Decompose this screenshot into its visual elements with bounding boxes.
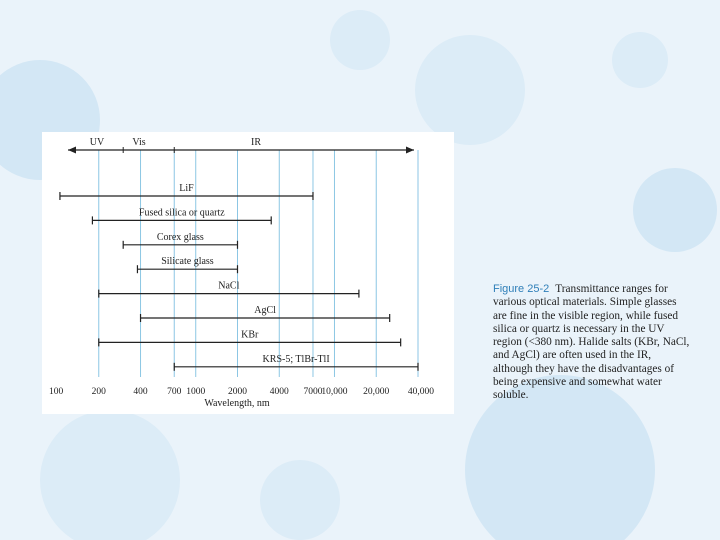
material-label: LiF <box>179 183 194 194</box>
x-tick-label: 400 <box>133 387 148 397</box>
figure-label: Figure 25-2 <box>493 283 550 295</box>
x-tick-label: 1000 <box>186 387 206 397</box>
material-label: Silicate glass <box>161 256 214 268</box>
x-tick-label: 20,000 <box>363 387 390 397</box>
x-axis-title: Wavelength, nm <box>204 398 270 409</box>
material-label: NaCl <box>218 280 240 292</box>
material-label: KBr <box>241 329 259 341</box>
region-label: Vis <box>132 137 146 148</box>
region-arrowhead-left <box>68 147 76 154</box>
x-tick-label: 10,000 <box>321 387 348 397</box>
material-label: AgCl <box>254 305 276 316</box>
x-tick-label: 700 <box>167 387 182 397</box>
caption-text: Transmittance ranges for various optical materials. Simple glasses are fine in the visible region, while fused silica or quartz is necessary in the UV region (<380 nm). Halide salts (KBr, NaCl, and AgCl) are often used in the IR, although they have the disadvantages of being expensive and somewhat water soluble. <box>493 283 690 402</box>
x-tick-label: 100 <box>49 387 64 397</box>
region-label: IR <box>251 137 261 148</box>
x-tick-label: 4000 <box>269 387 289 397</box>
x-tick-label: 7000 <box>303 387 323 397</box>
material-label: Corex glass <box>156 231 204 243</box>
material-label: Fused silica or quartz <box>138 207 225 219</box>
x-tick-label: 40,000 <box>407 387 434 397</box>
region-label: UV <box>89 137 105 148</box>
x-tick-label: 200 <box>91 387 106 397</box>
figure-caption <box>493 283 693 403</box>
region-arrowhead-right <box>406 147 414 154</box>
material-label: KRS-5; TlBr-TlI <box>262 353 330 365</box>
x-tick-label: 2000 <box>228 387 247 397</box>
